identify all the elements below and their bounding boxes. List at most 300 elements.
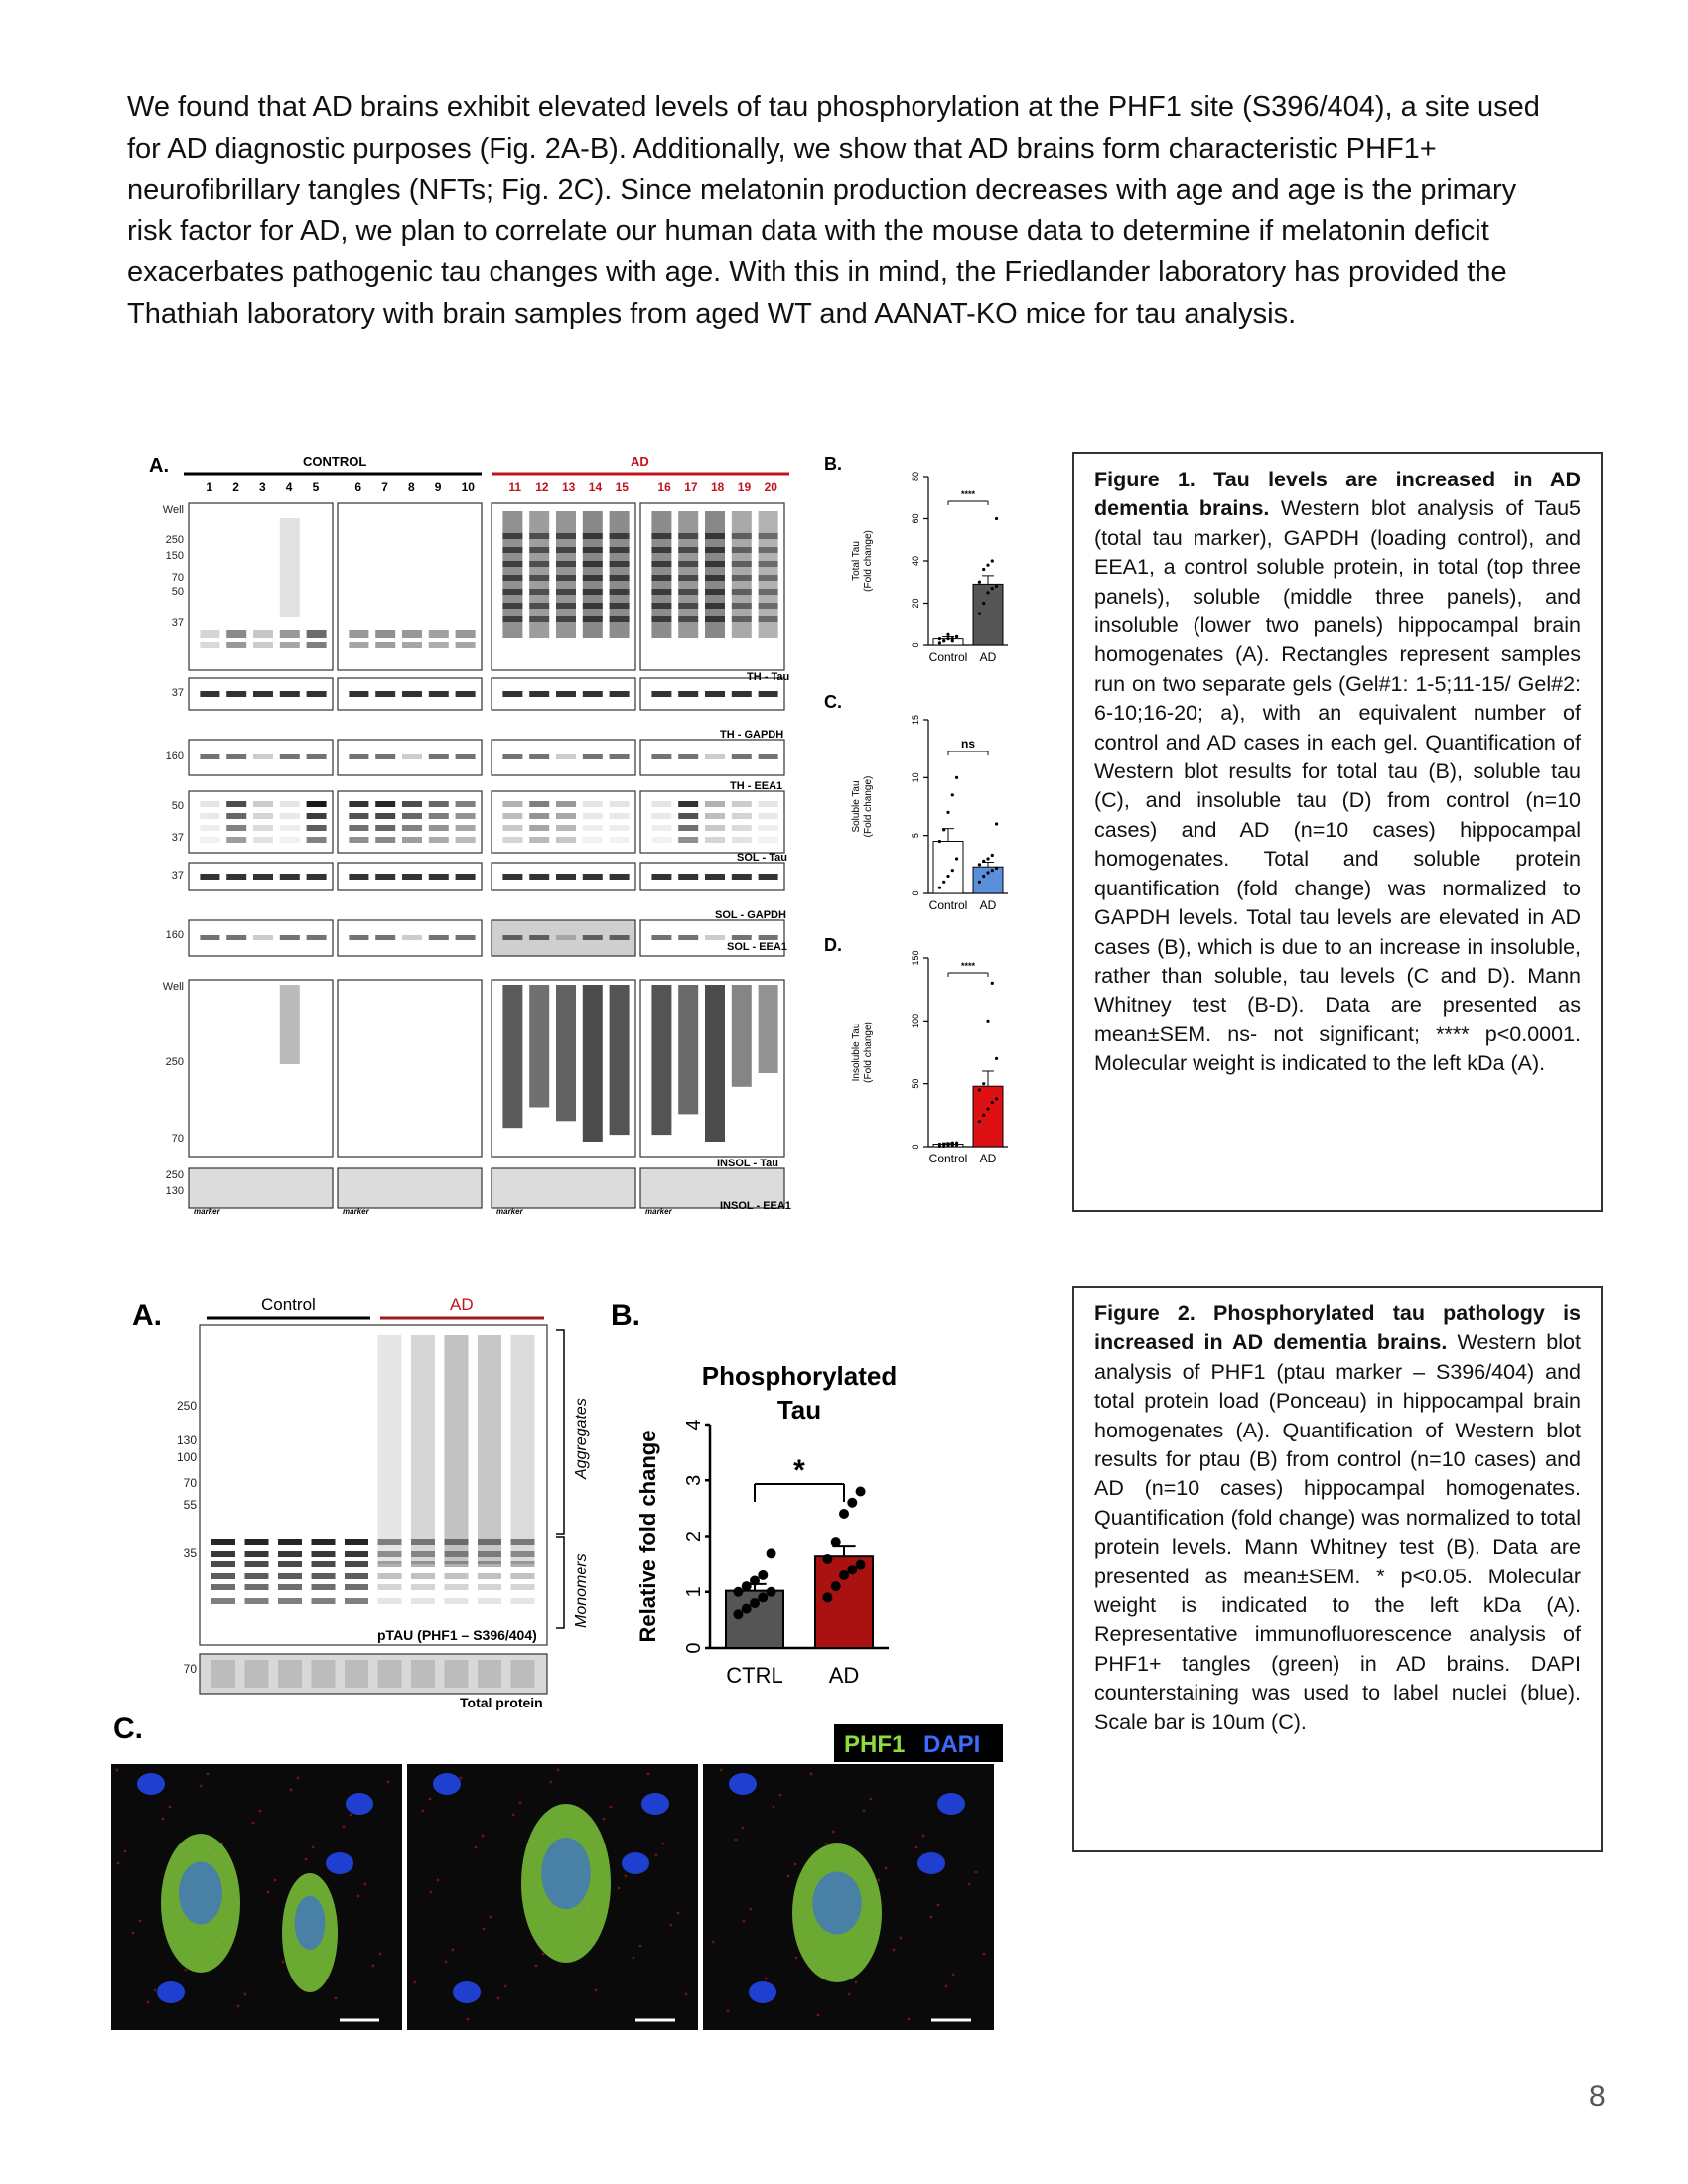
y-tick-label: 50 [911,1078,920,1089]
molecular-weight-label: 250 [176,1399,197,1413]
red-speckle [519,1802,522,1805]
molecular-weight-label: 70 [171,1133,184,1145]
band [529,874,549,880]
aggregate-smear [478,1335,501,1564]
band [556,837,576,843]
band [378,1598,402,1604]
red-speckle [290,1789,293,1792]
band [511,1598,535,1604]
band [349,837,368,843]
data-point [982,875,985,878]
band [529,533,549,539]
data-point [995,1097,998,1100]
band [345,1539,368,1545]
nucleus [433,1773,461,1795]
red-speckle [414,1981,417,1984]
blot-label: INSOL - Tau [717,1158,778,1169]
band [511,1573,535,1579]
band [651,691,671,697]
band [200,874,219,880]
lane-number: 20 [764,480,777,494]
band [402,642,422,648]
band [511,1561,535,1567]
band [307,825,327,831]
lane-number: 18 [711,480,725,494]
red-speckle [422,1810,425,1813]
band [429,630,449,638]
red-speckle [387,1781,390,1784]
insoluble-smear [556,985,576,1121]
band [759,589,778,595]
band [253,874,273,880]
red-speckle [267,1891,270,1894]
band [529,575,549,581]
significance-label: * [793,1454,805,1487]
figure1-caption-body: Western blot analysis of Tau5 (total tau marker), GAPDH (loading control), and EEA1, a control soluble protein, in total (top three panels), soluble (middle three panels), and insoluble (lower two panels) hippocampal brain homogenates (A). Rectangles represent samples run on two separate gels (Gel#1: 1-5;11-15/ Gel#2: 6-10;16-20; a), with an equivalent number of control and AD cases in each gel. Quantification of Western blot results for total tau (B), soluble tau (C), and insoluble tau (D) from control (n=10 cases) and AD (n=10 cases) hippocampal homogenates. Total and soluble protein quantification (fold change) was normalized to GAPDH levels. Total tau levels are elevated in AD cases (B), which is due to an increase in insoluble, rather than soluble, tau levels (C and D). Mann Whitney test (B-D). Data are presented as mean±SEM. ns- not significant; **** p<0.0001. Molecular weight is indicated to the left kDa (A). [1094,496,1581,1076]
band [502,935,522,940]
band [583,547,603,553]
band [253,642,273,648]
band [226,642,246,648]
red-speckle [685,1993,688,1996]
y-tick-label: 60 [911,513,920,524]
data-point [942,639,945,642]
band [651,813,671,819]
band [502,547,522,553]
total-protein-lane [445,1660,469,1688]
blot-frame [338,980,482,1157]
y-tick-label: 150 [911,950,920,966]
band [278,1573,302,1579]
band [411,1584,435,1590]
blot-frame [492,1168,635,1208]
band [556,533,576,539]
band [705,825,725,831]
blot-frame [640,791,784,853]
red-speckle [765,1978,768,1980]
band [529,691,549,697]
y-tick-label: 100 [911,1013,920,1028]
band [502,874,522,880]
band [211,1539,235,1545]
red-speckle [779,1794,782,1797]
data-point [942,881,945,884]
band [402,801,422,807]
band [307,801,327,807]
significance-label: **** [960,961,976,971]
band [280,801,300,807]
band [583,616,603,622]
band [375,874,395,880]
red-speckle [185,1969,188,1972]
data-point [982,860,985,863]
band [529,616,549,622]
band [226,630,246,638]
data-point [938,887,941,889]
band [349,935,368,940]
data-point [986,564,989,567]
band [705,547,725,553]
band [556,561,576,567]
data-point [955,1142,958,1145]
data-point [995,517,998,520]
figure1-chart-d [819,933,1018,1186]
molecular-weight-label: 100 [176,1450,197,1464]
band [529,589,549,595]
band [759,837,778,843]
red-speckle [154,1989,157,1992]
band [280,825,300,831]
molecular-weight-label: 160 [165,929,184,941]
molecular-weight-label: 130 [176,1433,197,1447]
marker-label: marker [496,1207,523,1216]
band [445,1598,469,1604]
blot-label: SOL - GAPDH [715,909,786,921]
band [280,691,300,697]
band [678,589,698,595]
category-label: AD [979,1152,997,1165]
nucleus [541,1838,591,1909]
molecular-weight-label: 37 [171,832,184,844]
y-tick-label: 4 [683,1419,705,1431]
band [529,561,549,567]
band [349,801,368,807]
band [705,801,725,807]
molecular-weight-label: 150 [165,550,184,562]
band [375,630,395,638]
data-point [978,881,981,884]
molecular-weight-label: 37 [171,870,184,882]
molecular-weight-label: 250 [165,1169,184,1181]
band [411,1598,435,1604]
band [610,561,630,567]
figure1-caption [1072,452,1603,1212]
aggregate-smear [411,1335,435,1564]
molecular-weight-label: Well [162,504,184,516]
band [278,1551,302,1557]
band [502,561,522,567]
band [678,691,698,697]
figure1-chart-b [819,452,1018,685]
band [556,813,576,819]
category-label: CTRL [726,1663,783,1688]
red-speckle [132,1932,135,1935]
band [378,1573,402,1579]
band [678,837,698,843]
molecular-weight-label: 55 [183,1498,197,1512]
red-speckle [817,2014,820,2017]
category-label: AD [979,898,997,912]
band [678,935,698,940]
data-point [946,875,949,878]
red-speckle [207,1773,210,1776]
data-point [955,857,958,860]
band [445,1573,469,1579]
red-speckle [900,1937,903,1940]
insoluble-smear [610,985,630,1135]
molecular-weight-label: 37 [171,687,184,699]
data-point [986,871,989,874]
band [445,1584,469,1590]
band [345,1573,368,1579]
data-point [978,613,981,615]
band [705,813,725,819]
band [345,1551,368,1557]
data-point [750,1576,760,1586]
data-point [847,1565,857,1574]
data-point [986,591,989,594]
y-axis-label: Insoluble Tau(Fold change) [851,1022,874,1083]
band [610,575,630,581]
red-speckle [773,1806,775,1809]
red-speckle [512,1814,515,1817]
band [349,813,368,819]
band [678,616,698,622]
lane-number: 8 [408,480,415,494]
band [511,1584,535,1590]
band [278,1584,302,1590]
red-speckle [639,1945,642,1948]
band [705,874,725,880]
band [478,1598,501,1604]
band [502,589,522,595]
band [402,825,422,831]
fig1a-ad-label: AD [631,454,649,469]
lane-number: 10 [461,480,475,494]
category-label: AD [828,1663,860,1688]
band [429,874,449,880]
data-point [951,869,954,872]
band [349,691,368,697]
y-tick-label: 5 [911,833,920,839]
red-speckle [200,1785,203,1788]
band [312,1573,336,1579]
red-speckle [244,1993,247,1996]
band [278,1561,302,1567]
band [429,935,449,940]
lane-number: 12 [535,480,549,494]
band [732,603,752,609]
lane-number: 13 [562,480,576,494]
band [345,1598,368,1604]
chart-panel-label: D. [824,935,842,955]
band [349,825,368,831]
band [478,1573,501,1579]
data-point [856,1487,866,1497]
bar-ad [973,867,1003,893]
nucleus [453,1981,481,2003]
band [705,575,725,581]
band [759,616,778,622]
band [678,813,698,819]
band [456,630,476,638]
y-tick-label: 15 [911,714,920,726]
band [456,801,476,807]
band [651,603,671,609]
band [378,1561,402,1567]
y-tick-label: 10 [911,772,920,783]
band [200,935,219,940]
band [307,837,327,843]
band [705,589,725,595]
band [610,533,630,539]
data-point [982,568,985,571]
band [456,837,476,843]
band [245,1598,269,1604]
blot-label: TH - GAPDH [720,729,784,741]
band [502,813,522,819]
red-speckle [618,1887,621,1890]
data-point [991,854,994,857]
band [705,837,725,843]
band [556,754,576,759]
data-point [951,1142,954,1145]
figure2-caption-body: Western blot analysis of PHF1 (ptau marker – S396/404) and total protein load (Ponceau) in hippocampal brain homogenates (A). Quantification of Western blot results for ptau (B) from control (n=10 cases) and AD (n=10 cases) hippocampal homogenates. Quantification (fold change) was normalized to total protein levels. Mann Whitney test (B). Data are presented as mean±SEM. * p<0.05. Molecular weight is indicated to the left kDa (A). Representative immunofluorescence analysis of PHF1+ tangles (green) in AD brains. DAPI counterstaining was used to label nuclei (blue). Scale bar is 10um (C). [1094,1330,1581,1734]
data-point [822,1592,832,1602]
molecular-weight-label: 37 [171,617,184,629]
nucleus [326,1852,353,1874]
band [253,837,273,843]
lane-number: 15 [615,480,629,494]
band [759,561,778,567]
red-speckle [483,1928,486,1931]
nucleus [295,1896,326,1950]
band [529,547,549,553]
band [211,1573,235,1579]
y-tick-label: 0 [683,1642,705,1654]
red-speckle [937,1904,940,1907]
band [610,616,630,622]
band [732,935,752,940]
band [759,935,778,940]
band [478,1551,501,1557]
band [651,616,671,622]
band [529,813,549,819]
category-label: Control [928,1152,968,1165]
total-protein-lane [278,1660,302,1688]
nucleus [917,1852,945,1874]
red-speckle [467,2018,470,2021]
significance-label: **** [960,489,976,499]
band [456,813,476,819]
data-point [978,581,981,584]
band [280,874,300,880]
band [759,825,778,831]
data-point [982,602,985,605]
band [253,935,273,940]
band [651,837,671,843]
band [651,589,671,595]
band [226,801,246,807]
band [378,1584,402,1590]
red-speckle [983,1953,986,1956]
data-point [991,982,994,985]
red-speckle [662,1843,665,1845]
red-speckle [305,1858,308,1861]
chart-title: Tau [776,1395,822,1425]
band [678,825,698,831]
band [529,603,549,609]
insoluble-smear [651,985,671,1135]
data-point [733,1609,743,1619]
band [226,813,246,819]
band [610,801,630,807]
red-speckle [429,1798,432,1801]
band [732,691,752,697]
insoluble-smear [732,985,752,1087]
y-axis-label: Relative fold change [635,1430,660,1643]
band [732,801,752,807]
band [583,533,603,539]
band [307,813,327,819]
red-speckle [350,1814,352,1817]
band [245,1539,269,1545]
band [245,1551,269,1557]
fig1a-control-label: CONTROL [303,454,367,469]
band [411,1561,435,1567]
band [200,801,219,807]
band [245,1561,269,1567]
band [245,1573,269,1579]
y-tick-label: 1 [683,1586,705,1598]
band [610,691,630,697]
data-point [982,1082,985,1085]
red-speckle [633,1957,635,1960]
red-speckle [922,1835,925,1838]
red-speckle [497,1997,500,2000]
lane-number: 14 [588,480,603,494]
band [556,603,576,609]
red-speckle [863,1810,866,1813]
band [456,874,476,880]
data-point [767,1548,776,1558]
red-speckle [878,1879,881,1882]
band [651,801,671,807]
red-speckle [274,1879,277,1882]
data-point [733,1587,743,1597]
red-speckle [504,1985,507,1988]
blot-label: INSOL - EEA1 [720,1200,791,1212]
band [502,533,522,539]
band [502,825,522,831]
molecular-weight-label: 250 [165,534,184,546]
band [583,935,603,940]
red-speckle [372,1965,375,1968]
band [651,575,671,581]
band [705,691,725,697]
data-point [856,1560,866,1570]
blot-frame [189,980,333,1157]
red-speckle [482,1835,485,1838]
red-speckle [915,1846,918,1849]
data-point [946,637,949,640]
band [226,691,246,697]
band [378,1551,402,1557]
red-speckle [930,1916,933,1919]
band [678,874,698,880]
data-point [955,635,958,638]
category-label: Control [928,650,968,664]
red-speckle [735,1839,738,1842]
band [478,1561,501,1567]
band [375,825,395,831]
band [651,825,671,831]
molecular-weight-label: 35 [183,1546,197,1560]
band [402,754,422,759]
figure2-chart-b [611,1291,1008,1688]
band [226,825,246,831]
bar-ad [973,1086,1003,1147]
